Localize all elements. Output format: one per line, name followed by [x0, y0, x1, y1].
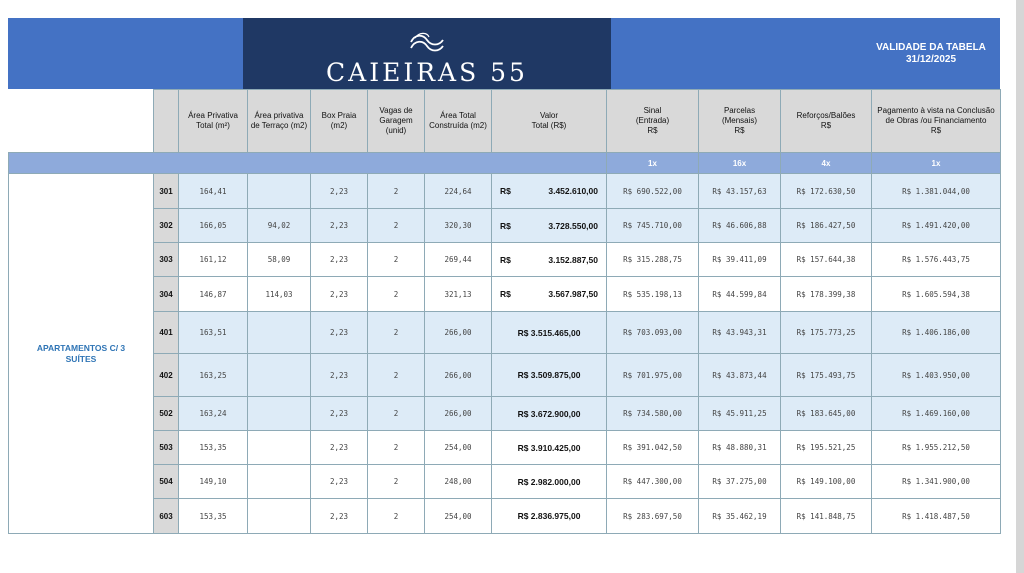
reforcos-cell: R$ 175.493,75: [781, 354, 872, 397]
area-total-cell: 266,00: [425, 397, 492, 431]
area-privativa-cell: 166,05: [179, 209, 248, 243]
header-row: [9, 90, 1001, 153]
vagas-cell: 2: [368, 397, 425, 431]
area-total-cell: 254,00: [425, 431, 492, 465]
reforcos-cell: R$ 172.630,50: [781, 174, 872, 209]
valor-currency: R$: [500, 186, 511, 196]
price-table: [8, 89, 1001, 534]
sinal-cell: R$ 535.198,13: [607, 277, 699, 312]
valor-currency: R$: [500, 289, 511, 299]
valor-amount: 3.152.887,50: [548, 254, 598, 265]
unit-number: 402: [154, 354, 179, 397]
area-privativa-cell: 163,25: [179, 354, 248, 397]
vagas-cell: 2: [368, 174, 425, 209]
group-label: APARTAMENTOS C/ 3 SUÍTES: [9, 174, 154, 534]
unit-number: 304: [154, 277, 179, 312]
area-terraco-cell: [248, 312, 311, 354]
header-area-privativa: Área Privativa Total (m²): [179, 90, 248, 153]
multiplier-row: [9, 153, 1001, 174]
box-praia-cell: 2,23: [311, 277, 368, 312]
sinal-cell: R$ 690.522,00: [607, 174, 699, 209]
area-total-cell: 248,00: [425, 465, 492, 499]
table-row: [9, 431, 1001, 465]
table-row: [9, 465, 1001, 499]
parcelas-cell: R$ 48.880,31: [699, 431, 781, 465]
avista-cell: R$ 1.406.186,00: [872, 312, 1001, 354]
sinal-cell: R$ 701.975,00: [607, 354, 699, 397]
valor-cell: [492, 243, 607, 277]
unit-number: 502: [154, 397, 179, 431]
header-reforcos: Reforços/Balões R$: [781, 90, 872, 153]
valor-amount: 3.728.550,00: [548, 220, 598, 231]
sinal-cell: R$ 703.093,00: [607, 312, 699, 354]
logo-wordmark: CAIEIRAS 55: [326, 58, 528, 87]
vagas-cell: 2: [368, 243, 425, 277]
parcelas-cell: R$ 46.606,88: [699, 209, 781, 243]
unit-number: 603: [154, 499, 179, 534]
area-total-cell: 224,64: [425, 174, 492, 209]
valor-cell: R$ 2.836.975,00: [492, 499, 607, 534]
header-avista: Pagamento à vista na Conclusão de Obras /ou Financiamento R$: [872, 90, 1001, 153]
vagas-cell: 2: [368, 499, 425, 534]
table-row: [9, 397, 1001, 431]
area-privativa-cell: 149,10: [179, 465, 248, 499]
table-row: [9, 243, 1001, 277]
valor-cell: R$ 2.982.000,00: [492, 465, 607, 499]
box-praia-cell: 2,23: [311, 243, 368, 277]
valor-cell: R$ 3.509.875,00: [492, 354, 607, 397]
parcelas-cell: R$ 43.873,44: [699, 354, 781, 397]
reforcos-cell: R$ 141.848,75: [781, 499, 872, 534]
table-body: [9, 174, 1001, 534]
valor-currency: R$: [500, 220, 511, 231]
area-privativa-cell: 161,12: [179, 243, 248, 277]
parcelas-cell: R$ 45.911,25: [699, 397, 781, 431]
box-praia-cell: 2,23: [311, 465, 368, 499]
reforcos-cell: R$ 178.399,38: [781, 277, 872, 312]
avista-cell: R$ 1.381.044,00: [872, 174, 1001, 209]
avista-cell: R$ 1.341.900,00: [872, 465, 1001, 499]
parcelas-cell: R$ 43.943,31: [699, 312, 781, 354]
box-praia-cell: 2,23: [311, 397, 368, 431]
unit-number: 503: [154, 431, 179, 465]
box-praia-cell: 2,23: [311, 354, 368, 397]
table-validity: [868, 42, 994, 66]
reforcos-cell: R$ 149.100,00: [781, 465, 872, 499]
multiplier-parcelas: 16x: [699, 153, 781, 174]
parcelas-cell: R$ 39.411,09: [699, 243, 781, 277]
avista-cell: R$ 1.491.420,00: [872, 209, 1001, 243]
valor-cell: [492, 174, 607, 209]
reforcos-cell: R$ 183.645,00: [781, 397, 872, 431]
sinal-cell: R$ 734.580,00: [607, 397, 699, 431]
header-area-total: Área Total Construída (m2): [425, 90, 492, 153]
unit-number: 401: [154, 312, 179, 354]
avista-cell: R$ 1.955.212,50: [872, 431, 1001, 465]
box-praia-cell: 2,23: [311, 499, 368, 534]
multiplier-blank: [9, 153, 607, 174]
valor-amount: 3.452.610,00: [548, 186, 598, 196]
area-terraco-cell: [248, 397, 311, 431]
parcelas-cell: R$ 35.462,19: [699, 499, 781, 534]
parcelas-cell: R$ 37.275,00: [699, 465, 781, 499]
parcelas-cell: R$ 44.599,84: [699, 277, 781, 312]
parcelas-cell: R$ 43.157,63: [699, 174, 781, 209]
valor-cell: R$ 3.672.900,00: [492, 397, 607, 431]
avista-cell: R$ 1.403.950,00: [872, 354, 1001, 397]
area-total-cell: 266,00: [425, 354, 492, 397]
vagas-cell: 2: [368, 431, 425, 465]
table-row: [9, 312, 1001, 354]
area-terraco-cell: [248, 431, 311, 465]
unit-number: 303: [154, 243, 179, 277]
vagas-cell: 2: [368, 209, 425, 243]
valor-amount: 3.567.987,50: [548, 289, 598, 299]
area-total-cell: 254,00: [425, 499, 492, 534]
box-praia-cell: 2,23: [311, 209, 368, 243]
table-row: [9, 354, 1001, 397]
reforcos-cell: R$ 157.644,38: [781, 243, 872, 277]
sinal-cell: R$ 391.042,50: [607, 431, 699, 465]
table-row: [9, 174, 1001, 209]
area-total-cell: 266,00: [425, 312, 492, 354]
sinal-cell: R$ 447.300,00: [607, 465, 699, 499]
area-terraco-cell: [248, 354, 311, 397]
validity-date: 31/12/2025: [905, 54, 957, 65]
area-terraco-cell: [248, 465, 311, 499]
table-row: [9, 277, 1001, 312]
vagas-cell: 2: [368, 312, 425, 354]
avista-cell: R$ 1.469.160,00: [872, 397, 1001, 431]
interlocking-waves-logo-icon: [243, 32, 611, 56]
sinal-cell: R$ 745.710,00: [607, 209, 699, 243]
reforcos-cell: R$ 175.773,25: [781, 312, 872, 354]
box-praia-cell: 2,23: [311, 174, 368, 209]
vagas-cell: 2: [368, 277, 425, 312]
avista-cell: R$ 1.605.594,38: [872, 277, 1001, 312]
valor-cell: [492, 209, 607, 243]
vagas-cell: 2: [368, 354, 425, 397]
table-row: [9, 499, 1001, 534]
area-privativa-cell: 163,51: [179, 312, 248, 354]
header-blank: [9, 90, 154, 153]
valor-currency: R$: [500, 254, 511, 265]
area-terraco-cell: 58,09: [248, 243, 311, 277]
header-area-terraco: Área privativa de Terraço (m2): [248, 90, 311, 153]
area-privativa-cell: 164,41: [179, 174, 248, 209]
multiplier-reforcos: 4x: [781, 153, 872, 174]
header-unit-blank: [154, 90, 179, 153]
header-parcelas: Parcelas (Mensais) R$: [699, 90, 781, 153]
avista-cell: R$ 1.418.487,50: [872, 499, 1001, 534]
sinal-cell: R$ 283.697,50: [607, 499, 699, 534]
avista-cell: R$ 1.576.443,75: [872, 243, 1001, 277]
reforcos-cell: R$ 195.521,25: [781, 431, 872, 465]
area-terraco-cell: 94,02: [248, 209, 311, 243]
area-privativa-cell: 153,35: [179, 499, 248, 534]
valor-cell: R$ 3.515.465,00: [492, 312, 607, 354]
scrollbar-track[interactable]: [1016, 0, 1024, 573]
logo: [243, 18, 611, 100]
valor-cell: [492, 277, 607, 312]
area-privativa-cell: 163,24: [179, 397, 248, 431]
header-vagas: Vagas de Garagem (unid): [368, 90, 425, 153]
area-privativa-cell: 146,87: [179, 277, 248, 312]
area-privativa-cell: 153,35: [179, 431, 248, 465]
header-valor: Valor Total (R$): [492, 90, 607, 153]
sinal-cell: R$ 315.288,75: [607, 243, 699, 277]
table-row: [9, 209, 1001, 243]
multiplier-avista: 1x: [872, 153, 1001, 174]
area-total-cell: 269,44: [425, 243, 492, 277]
reforcos-cell: R$ 186.427,50: [781, 209, 872, 243]
area-terraco-cell: [248, 499, 311, 534]
box-praia-cell: 2,23: [311, 431, 368, 465]
header-box-praia: Box Praia (m2): [311, 90, 368, 153]
unit-number: 301: [154, 174, 179, 209]
area-total-cell: 321,13: [425, 277, 492, 312]
vagas-cell: 2: [368, 465, 425, 499]
area-total-cell: 320,30: [425, 209, 492, 243]
unit-number: 504: [154, 465, 179, 499]
header-sinal: Sinal (Entrada) R$: [607, 90, 699, 153]
area-terraco-cell: [248, 174, 311, 209]
multiplier-sinal: 1x: [607, 153, 699, 174]
box-praia-cell: 2,23: [311, 312, 368, 354]
unit-number: 302: [154, 209, 179, 243]
valor-cell: R$ 3.910.425,00: [492, 431, 607, 465]
area-terraco-cell: 114,03: [248, 277, 311, 312]
validity-label: VALIDADE DA TABELA: [876, 42, 986, 53]
